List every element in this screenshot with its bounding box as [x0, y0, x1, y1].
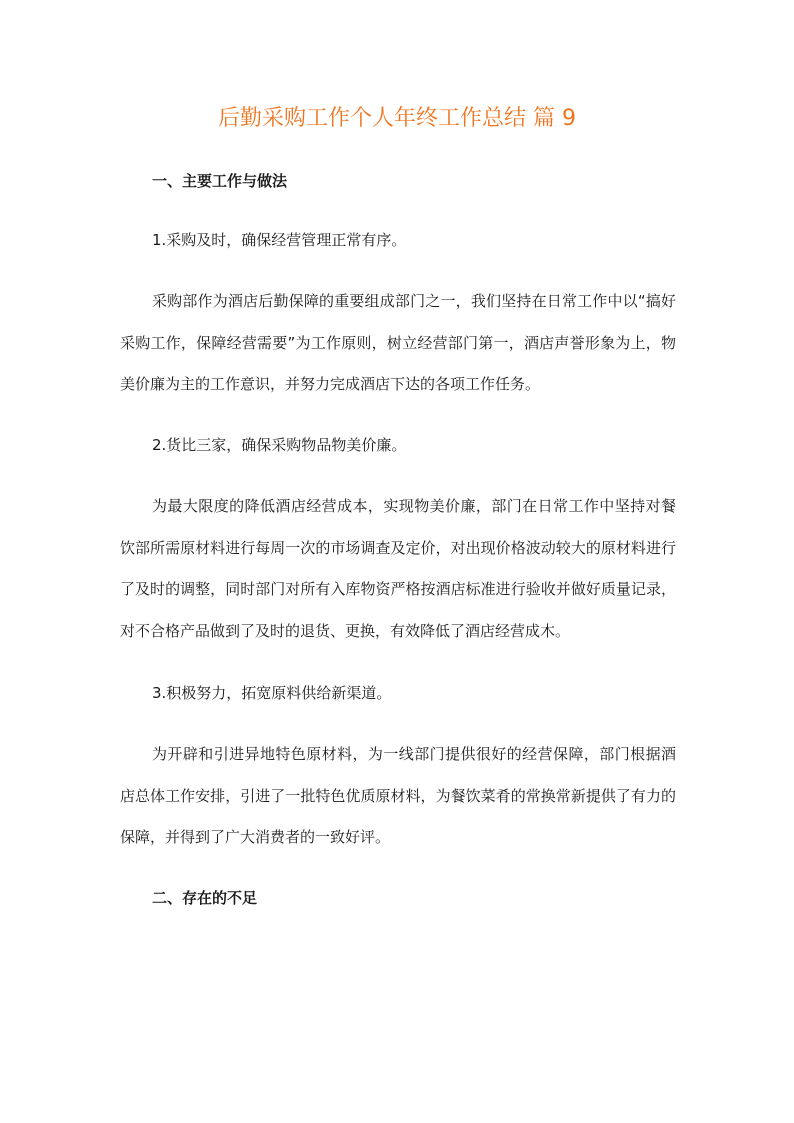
document-title: 后勤采购工作个人年终工作总结 篇 9 [218, 106, 576, 131]
item-2-body: 为最大限度的降低酒店经营成本，实现物美价廉，部门在日常工作中坚持对餐饮部所需原材料进行每周一次的市场调查及定价，对出现价格波动较大的原材料进行了及时的调整，同时部门对所有入库物资严格按酒店标准进行验收并做好质量记录，对不合格产品做到了及时的退货、更换，有效降低了酒店经营成木。 [120, 497, 676, 640]
item-1-title: 1.采购及时，确保经营管理正常有序。 [152, 231, 407, 249]
section-heading-shortcomings: 二、存在的不足 [152, 889, 258, 907]
item-3-title: 3.积极努力，拓宽原料供给新渠道。 [152, 684, 392, 702]
item-1-body: 采购部作为酒店后勤保障的重要组成部门之一，我们坚持在日常工作中以“搞好采购工作，保障经营需要”为工作原则，树立经营部门第一，酒店声誉形象为上，物美价廉为主的工作意识，并努力完成酒店下达的各项工作任务。 [120, 292, 676, 393]
item-3-body: 为开辟和引进异地特色原材料，为一线部门提供很好的经营保障，部门根据酒店总体工作安排，引进了一批特色优质原材料，为餐饮菜肴的常换常新提供了有力的保障，并得到了广大消费者的一致好评。 [120, 745, 676, 846]
item-2-title: 2.货比三家，确保采购物品物美价廉。 [152, 436, 407, 454]
section-heading-main-work: 一、主要工作与做法 [152, 172, 288, 190]
